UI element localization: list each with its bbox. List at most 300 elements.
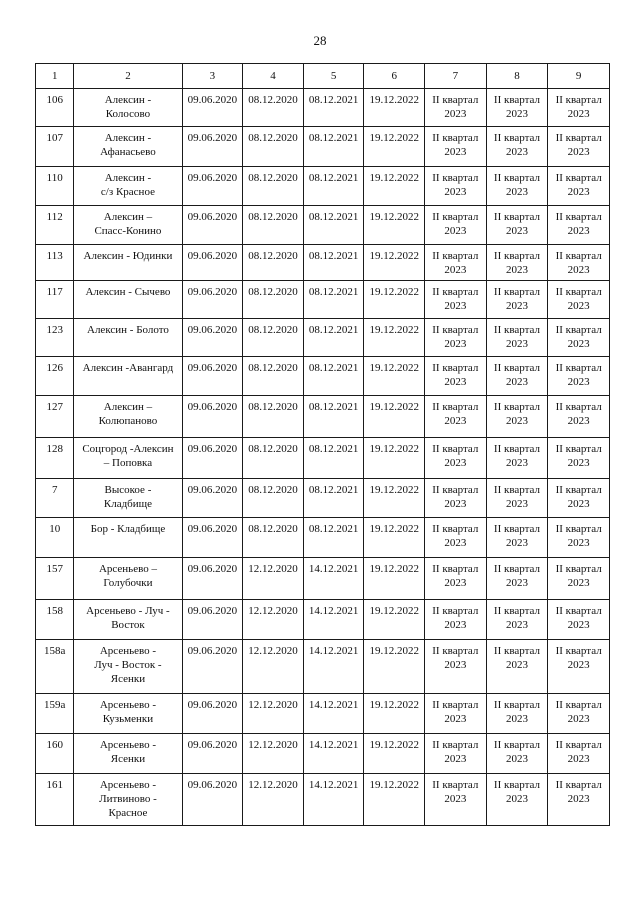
route-name-cell-text: Арсеньево - Луч - Восток - Ясенки [94,645,162,685]
route-number-cell-text: 110 [46,172,63,184]
quarter-cell-col8 [486,206,548,245]
quarter-cell-col7-text: II квартал 2023 [432,132,479,158]
date-cell-col5 [303,734,364,774]
quarter-cell-col8 [486,479,548,518]
route-number-cell-text: 106 [46,94,63,106]
date-cell-col4-text: 12.12.2020 [248,699,298,711]
table-row [36,640,610,694]
quarter-cell-col9-text: II квартал 2023 [555,484,602,510]
date-cell-col6 [364,600,425,640]
date-cell-col4-text: 12.12.2020 [248,739,298,751]
quarter-cell-col8-text: II квартал 2023 [493,211,541,237]
route-name-cell [74,396,182,438]
table-row [36,734,610,774]
route-number-cell-text: 126 [46,362,63,374]
date-cell-col4 [243,774,304,826]
table-row [36,281,610,319]
date-cell-col5 [303,281,364,319]
date-cell-col5-text: 14.12.2021 [308,779,359,791]
route-number-cell-text: 117 [46,286,63,298]
quarter-cell-col9 [548,167,610,206]
date-cell-col6-text: 19.12.2022 [369,443,419,455]
quarter-cell-col9-text: II квартал 2023 [555,645,602,671]
route-name-cell-text: Алексин - Сычево [85,286,171,298]
date-cell-col6-text: 19.12.2022 [369,94,419,106]
route-number-cell-text: 7 [51,484,58,496]
quarter-cell-col7-text: II квартал 2023 [432,523,479,549]
table-row [36,245,610,281]
quarter-cell-col7 [425,479,487,518]
quarter-cell-col7-text: II квартал 2023 [432,250,479,276]
quarter-cell-col7 [425,319,487,357]
quarter-cell-col8-text: II квартал 2023 [493,739,541,765]
date-cell-col5-text: 08.12.2021 [308,172,359,184]
date-cell-col6-text: 19.12.2022 [369,605,419,617]
quarter-cell-col8 [486,245,548,281]
quarter-cell-col8-text: II квартал 2023 [493,484,541,510]
route-name-cell-text: Арсеньево - Кузьменки [99,699,157,725]
quarter-cell-col8-text: II квартал 2023 [493,401,541,427]
quarter-cell-col7 [425,694,487,734]
date-cell-col3 [182,694,243,734]
header-cell: 4 [243,64,304,89]
quarter-cell-col9 [548,281,610,319]
quarter-cell-col7 [425,245,487,281]
table-row [36,438,610,479]
date-cell-col3-text: 09.06.2020 [187,362,238,374]
date-cell-col5-text: 14.12.2021 [308,645,359,657]
date-cell-col3-text: 09.06.2020 [187,739,238,751]
quarter-cell-col7 [425,600,487,640]
date-cell-col6 [364,694,425,734]
route-number-cell [36,518,74,558]
route-number-cell [36,734,74,774]
quarter-cell-col9 [548,640,610,694]
route-number-cell-text: 158а [44,645,66,657]
quarter-cell-col9-text: II квартал 2023 [555,286,602,312]
route-name-cell-text: Алексин - Колосово [104,94,152,120]
quarter-cell-col9-text: II квартал 2023 [555,132,602,158]
quarter-cell-col9-text: II квартал 2023 [555,779,602,805]
quarter-cell-col8 [486,396,548,438]
date-cell-col3 [182,518,243,558]
date-cell-col3 [182,319,243,357]
route-number-cell [36,558,74,600]
date-cell-col4-text: 08.12.2020 [248,250,298,262]
date-cell-col5-text: 08.12.2021 [308,362,359,374]
quarter-cell-col8 [486,357,548,396]
date-cell-col3-text: 09.06.2020 [187,324,238,336]
date-cell-col5-text: 08.12.2021 [308,324,359,336]
quarter-cell-col8-text: II квартал 2023 [493,172,541,198]
quarter-cell-col8 [486,734,548,774]
quarter-cell-col9-text: II квартал 2023 [555,443,602,469]
date-cell-col6 [364,518,425,558]
quarter-cell-col7-text: II квартал 2023 [432,286,479,312]
date-cell-col5-text: 08.12.2021 [308,484,359,496]
date-cell-col5-text: 08.12.2021 [308,211,359,223]
route-number-cell [36,600,74,640]
table-row [36,694,610,734]
date-cell-col4-text: 08.12.2020 [248,172,298,184]
date-cell-col6 [364,89,425,127]
quarter-cell-col8-text: II квартал 2023 [493,563,541,589]
header-cell: 1 [36,64,74,89]
quarter-cell-col9 [548,600,610,640]
route-number-cell [36,774,74,826]
routes-table [35,63,610,826]
quarter-cell-col7-text: II квартал 2023 [432,401,479,427]
route-number-cell-text: 128 [46,443,63,455]
date-cell-col4-text: 12.12.2020 [248,645,298,657]
quarter-cell-col9 [548,206,610,245]
route-number-cell-text: 113 [46,250,63,262]
quarter-cell-col7-text: II квартал 2023 [432,443,479,469]
date-cell-col5-text: 08.12.2021 [308,94,359,106]
quarter-cell-col8 [486,167,548,206]
route-number-cell-text: 127 [46,401,63,413]
header-cell: 2 [74,64,182,89]
date-cell-col4-text: 08.12.2020 [248,286,298,298]
date-cell-col3 [182,281,243,319]
quarter-cell-col7 [425,438,487,479]
date-cell-col3 [182,357,243,396]
quarter-cell-col7 [425,396,487,438]
quarter-cell-col8-text: II квартал 2023 [493,362,541,388]
quarter-cell-col7-text: II квартал 2023 [432,211,479,237]
date-cell-col6-text: 19.12.2022 [369,563,419,575]
quarter-cell-col9-text: II квартал 2023 [555,324,602,350]
route-name-cell [74,167,182,206]
quarter-cell-col8 [486,694,548,734]
route-name-cell-text: Алексин – Спасс-Конино [94,211,162,237]
quarter-cell-col8-text: II квартал 2023 [493,699,541,725]
date-cell-col4 [243,281,304,319]
date-cell-col6 [364,438,425,479]
route-number-cell [36,479,74,518]
route-number-cell [36,357,74,396]
quarter-cell-col8-text: II квартал 2023 [493,779,541,805]
route-number-cell-text: 160 [46,739,63,751]
date-cell-col6 [364,558,425,600]
quarter-cell-col8 [486,281,548,319]
quarter-cell-col7-text: II квартал 2023 [432,172,479,198]
route-number-cell [36,167,74,206]
date-cell-col4 [243,438,304,479]
route-name-cell [74,734,182,774]
quarter-cell-col9-text: II квартал 2023 [555,739,602,765]
header-cell: 6 [364,64,425,89]
date-cell-col5 [303,600,364,640]
date-cell-col6 [364,640,425,694]
date-cell-col5-text: 14.12.2021 [308,563,359,575]
date-cell-col5-text: 08.12.2021 [308,401,359,413]
date-cell-col4-text: 12.12.2020 [248,605,298,617]
quarter-cell-col7-text: II квартал 2023 [432,94,479,120]
quarter-cell-col8-text: II квартал 2023 [493,645,541,671]
quarter-cell-col9 [548,734,610,774]
quarter-cell-col9 [548,479,610,518]
date-cell-col3-text: 09.06.2020 [187,645,238,657]
header-cell: 9 [548,64,610,89]
table-row [36,396,610,438]
date-cell-col3 [182,479,243,518]
route-name-cell-text: Алексин -Авангард [82,362,174,374]
date-cell-col3-text: 09.06.2020 [187,779,238,791]
quarter-cell-col9-text: II квартал 2023 [555,401,602,427]
date-cell-col3 [182,206,243,245]
date-cell-col3 [182,600,243,640]
route-name-cell [74,281,182,319]
quarter-cell-col8 [486,89,548,127]
date-cell-col4 [243,734,304,774]
date-cell-col4 [243,479,304,518]
date-cell-col5 [303,518,364,558]
quarter-cell-col9-text: II квартал 2023 [555,699,602,725]
date-cell-col5-text: 14.12.2021 [308,739,359,751]
date-cell-col5 [303,319,364,357]
quarter-cell-col7 [425,127,487,167]
quarter-cell-col8 [486,518,548,558]
date-cell-col3-text: 09.06.2020 [187,699,238,711]
route-name-cell-text: Арсеньево - Ясенки [99,739,157,765]
route-name-cell [74,694,182,734]
date-cell-col6-text: 19.12.2022 [369,484,419,496]
route-number-cell [36,694,74,734]
date-cell-col3 [182,127,243,167]
quarter-cell-col7-text: II квартал 2023 [432,324,479,350]
quarter-cell-col8-text: II квартал 2023 [493,250,541,276]
quarter-cell-col9-text: II квартал 2023 [555,250,602,276]
quarter-cell-col7 [425,558,487,600]
date-cell-col5-text: 08.12.2021 [308,523,359,535]
date-cell-col5 [303,479,364,518]
date-cell-col6-text: 19.12.2022 [369,645,419,657]
quarter-cell-col7 [425,357,487,396]
route-name-cell [74,479,182,518]
route-name-cell [74,774,182,826]
date-cell-col6-text: 19.12.2022 [369,401,419,413]
route-name-cell [74,518,182,558]
date-cell-col3 [182,734,243,774]
date-cell-col6 [364,281,425,319]
route-name-cell-text: Алексин - Афанасьево [100,132,156,158]
date-cell-col6 [364,127,425,167]
date-cell-col4 [243,89,304,127]
page-number: 28 [313,33,327,48]
date-cell-col6-text: 19.12.2022 [369,523,419,535]
quarter-cell-col7-text: II квартал 2023 [432,779,479,805]
header-cell: 3 [182,64,243,89]
date-cell-col6 [364,245,425,281]
date-cell-col6-text: 19.12.2022 [369,132,419,144]
route-name-cell [74,127,182,167]
date-cell-col5 [303,206,364,245]
table-row [36,518,610,558]
quarter-cell-col7 [425,167,487,206]
date-cell-col4-text: 08.12.2020 [248,132,298,144]
date-cell-col3-text: 09.06.2020 [187,605,238,617]
date-cell-col6-text: 19.12.2022 [369,324,419,336]
quarter-cell-col9-text: II квартал 2023 [555,211,602,237]
table-row [36,167,610,206]
date-cell-col5 [303,245,364,281]
date-cell-col3-text: 09.06.2020 [187,172,238,184]
quarter-cell-col8-text: II квартал 2023 [493,523,541,549]
date-cell-col3-text: 09.06.2020 [187,563,238,575]
date-cell-col4-text: 08.12.2020 [248,401,298,413]
quarter-cell-col9 [548,319,610,357]
date-cell-col4 [243,167,304,206]
route-name-cell [74,245,182,281]
table-row [36,774,610,826]
date-cell-col3 [182,89,243,127]
route-number-cell-text: 10 [49,523,61,535]
date-cell-col3 [182,774,243,826]
date-cell-col3-text: 09.06.2020 [187,250,238,262]
quarter-cell-col7-text: II квартал 2023 [432,605,479,631]
table-row [36,558,610,600]
date-cell-col5 [303,357,364,396]
table-body [36,89,610,826]
date-cell-col6-text: 19.12.2022 [369,211,419,223]
date-cell-col6-text: 19.12.2022 [369,172,419,184]
date-cell-col3-text: 09.06.2020 [187,132,238,144]
quarter-cell-col9-text: II квартал 2023 [555,94,602,120]
date-cell-col5 [303,89,364,127]
date-cell-col4 [243,640,304,694]
route-number-cell [36,245,74,281]
route-name-cell-text: Арсеньево – Голубочки [98,563,157,589]
date-cell-col6 [364,319,425,357]
quarter-cell-col8 [486,438,548,479]
route-name-cell [74,89,182,127]
quarter-cell-col7 [425,734,487,774]
date-cell-col4 [243,518,304,558]
route-name-cell [74,640,182,694]
route-name-cell [74,319,182,357]
route-number-cell [36,89,74,127]
date-cell-col3-text: 09.06.2020 [187,94,238,106]
route-number-cell-text: 161 [46,779,63,791]
quarter-cell-col9 [548,518,610,558]
date-cell-col6-text: 19.12.2022 [369,286,419,298]
date-cell-col5-text: 08.12.2021 [308,443,359,455]
date-cell-col4-text: 08.12.2020 [248,211,298,223]
quarter-cell-col8 [486,600,548,640]
route-number-cell [36,396,74,438]
quarter-cell-col9 [548,127,610,167]
date-cell-col4-text: 08.12.2020 [248,484,298,496]
route-number-cell-text: 123 [46,324,63,336]
table-row [36,479,610,518]
route-name-cell-text: Алексин - с/з Красное [100,172,155,198]
quarter-cell-col9-text: II квартал 2023 [555,362,602,388]
quarter-cell-col9-text: II квартал 2023 [555,172,602,198]
quarter-cell-col7-text: II квартал 2023 [432,699,479,725]
date-cell-col3 [182,640,243,694]
date-cell-col6 [364,774,425,826]
quarter-cell-col9 [548,357,610,396]
route-name-cell [74,206,182,245]
table-row [36,127,610,167]
date-cell-col4 [243,558,304,600]
date-cell-col6 [364,396,425,438]
date-cell-col5 [303,558,364,600]
date-cell-col4 [243,396,304,438]
route-name-cell [74,438,182,479]
quarter-cell-col8 [486,319,548,357]
date-cell-col6-text: 19.12.2022 [369,739,419,751]
date-cell-col4 [243,694,304,734]
route-number-cell [36,640,74,694]
quarter-cell-col9-text: II квартал 2023 [555,605,602,631]
quarter-cell-col9-text: II квартал 2023 [555,563,602,589]
table-row [36,357,610,396]
quarter-cell-col9-text: II квартал 2023 [555,523,602,549]
date-cell-col3-text: 09.06.2020 [187,443,238,455]
date-cell-col3 [182,167,243,206]
table-row [36,89,610,127]
date-cell-col3 [182,438,243,479]
date-cell-col4-text: 12.12.2020 [248,779,298,791]
route-number-cell-text: 112 [46,211,63,223]
date-cell-col5 [303,694,364,734]
quarter-cell-col7 [425,281,487,319]
date-cell-col3-text: 09.06.2020 [187,523,238,535]
quarter-cell-col7-text: II квартал 2023 [432,645,479,671]
date-cell-col6 [364,206,425,245]
date-cell-col5-text: 08.12.2021 [308,132,359,144]
date-cell-col6-text: 19.12.2022 [369,699,419,711]
route-name-cell [74,600,182,640]
table-row [36,206,610,245]
quarter-cell-col7-text: II квартал 2023 [432,739,479,765]
header-cell: 8 [486,64,548,89]
date-cell-col6-text: 19.12.2022 [369,250,419,262]
header-row [36,64,610,89]
quarter-cell-col8 [486,774,548,826]
date-cell-col4 [243,245,304,281]
date-cell-col3-text: 09.06.2020 [187,286,238,298]
route-number-cell [36,206,74,245]
date-cell-col3-text: 09.06.2020 [187,484,238,496]
date-cell-col5 [303,438,364,479]
date-cell-col5 [303,640,364,694]
date-cell-col4-text: 08.12.2020 [248,523,298,535]
date-cell-col6-text: 19.12.2022 [369,779,419,791]
quarter-cell-col7 [425,89,487,127]
quarter-cell-col8-text: II квартал 2023 [493,94,541,120]
date-cell-col4 [243,357,304,396]
date-cell-col4-text: 08.12.2020 [248,362,298,374]
date-cell-col5 [303,167,364,206]
quarter-cell-col8 [486,558,548,600]
quarter-cell-col9 [548,694,610,734]
quarter-cell-col7 [425,774,487,826]
date-cell-col4-text: 08.12.2020 [248,443,298,455]
quarter-cell-col8-text: II квартал 2023 [493,443,541,469]
quarter-cell-col8-text: II квартал 2023 [493,324,541,350]
date-cell-col3 [182,558,243,600]
date-cell-col6 [364,734,425,774]
quarter-cell-col8-text: II квартал 2023 [493,286,541,312]
quarter-cell-col9 [548,245,610,281]
date-cell-col4-text: 12.12.2020 [248,563,298,575]
route-name-cell-text: Соцгород -Алексин – Поповка [82,443,174,469]
date-cell-col4 [243,319,304,357]
date-cell-col4-text: 08.12.2020 [248,324,298,336]
